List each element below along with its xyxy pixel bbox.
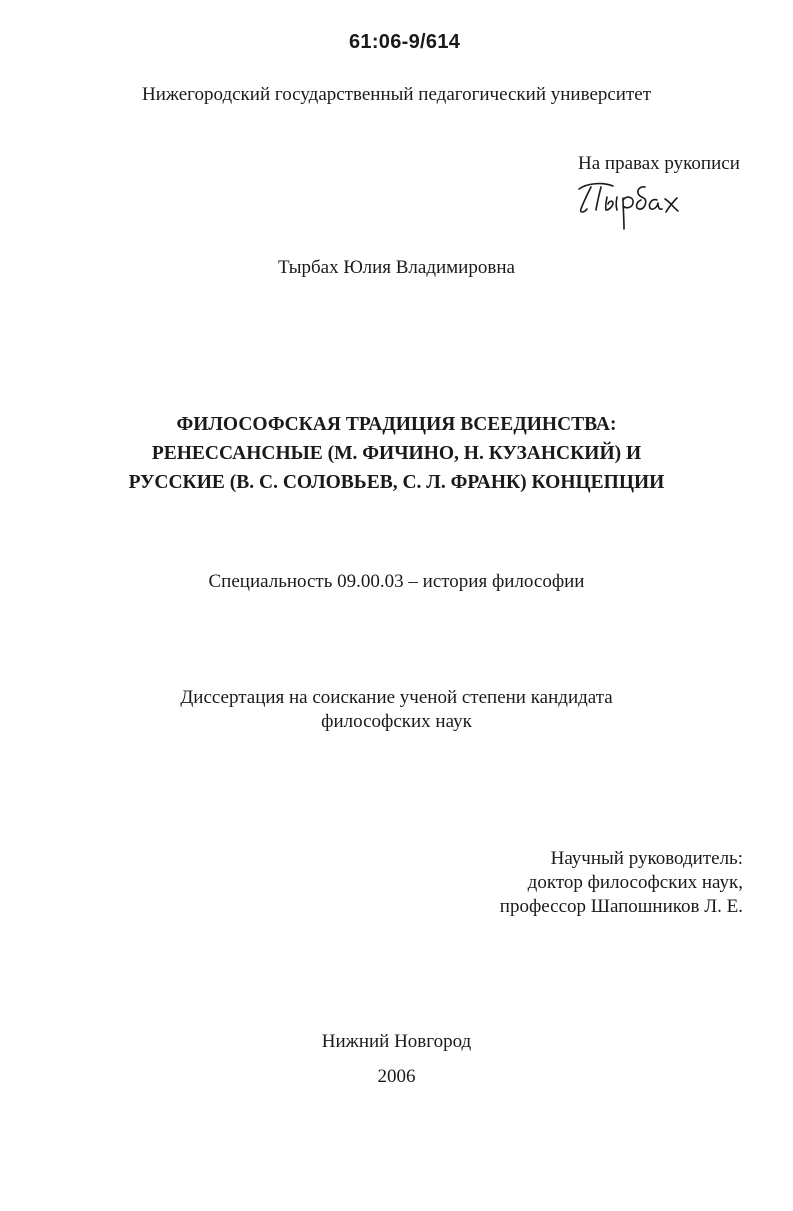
university-name: Нижегородский государственный педагогический университет (141, 84, 652, 105)
supervisor-degree: доктор философских наук, (527, 872, 743, 893)
specialty-line: Специальность 09.00.03 – история философии (208, 571, 585, 592)
dissertation-degree-line-2: философских наук (321, 711, 472, 732)
supervisor-block (500, 847, 743, 919)
title-line-3: РУССКИЕ (В. С. СОЛОВЬЕВ, С. Л. ФРАНК) КОНЦЕПЦИИ (128, 472, 665, 493)
supervisor-label: Научный руководитель: (550, 848, 743, 869)
dissertation-degree-line-1: Диссертация на соискание ученой степени кандидата (180, 687, 613, 708)
dissertation-title (0, 410, 793, 497)
title-line-1: ФИЛОСОФСКАЯ ТРАДИЦИЯ ВСЕЕДИНСТВА: (176, 414, 617, 435)
catalog-code: 61:06-9/614 (349, 31, 461, 53)
supervisor-name: профессор Шапошников Л. Е. (499, 896, 743, 917)
title-line-2: РЕНЕССАНСНЫЕ (М. ФИЧИНО, Н. КУЗАНСКИЙ) И (151, 443, 642, 464)
handwritten-signature (573, 177, 693, 232)
manuscript-rights-label: На правах рукописи (578, 153, 740, 174)
city: Нижний Новгород (321, 1031, 472, 1052)
author-name: Тырбах Юлия Владимировна (278, 257, 515, 278)
year: 2006 (377, 1066, 416, 1087)
